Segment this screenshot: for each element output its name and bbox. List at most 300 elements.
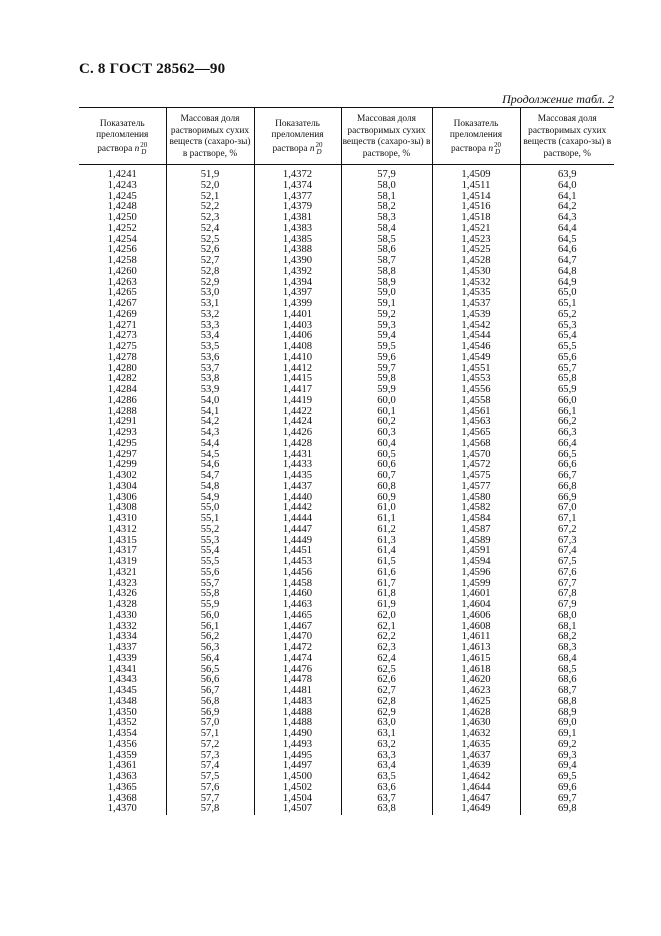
- mass-fraction-cell: 54,3: [166, 428, 254, 439]
- mass-fraction-cell: 56,5: [166, 665, 254, 676]
- mass-fraction-cell: 67,9: [520, 600, 614, 611]
- refractive-index-cell: 1,4456: [254, 568, 341, 579]
- mass-fraction-cell: 63,7: [341, 794, 432, 805]
- refractive-index-cell: 1,4243: [107, 179, 137, 191]
- mass-fraction-cell: 60,4: [341, 439, 432, 450]
- mass-fraction-cell: 52,0: [166, 181, 254, 192]
- refractive-index-cell: 1,4596: [432, 568, 520, 579]
- mass-fraction-cell: 59,7: [341, 364, 432, 375]
- refractive-index-cell: 1,4422: [254, 407, 341, 418]
- mass-fraction-cell: 58,3: [341, 213, 432, 224]
- mass-fraction-cell: 52,2: [166, 202, 254, 213]
- mass-fraction-cell: 58,2: [341, 202, 432, 213]
- mass-fraction-cell: 57,2: [166, 740, 254, 751]
- table-row: [79, 568, 614, 579]
- refractive-index-cell: 1,4401: [254, 310, 341, 321]
- refractive-index-cell: 1,4431: [254, 450, 341, 461]
- refractive-index-cell: 1,4635: [432, 740, 520, 751]
- mass-fraction-cell: 57,1: [166, 729, 254, 740]
- refractive-index-cell: 1,4546: [432, 342, 520, 353]
- mass-fraction-cell: 58,7: [341, 256, 432, 267]
- mass-fraction-cell: 69,4: [520, 761, 614, 772]
- mass-fraction-cell: 58,6: [341, 245, 432, 256]
- refractive-index-cell: 1,4572: [432, 460, 520, 471]
- mass-fraction-cell: 67,2: [520, 525, 614, 536]
- mass-fraction-cell: 62,0: [341, 611, 432, 622]
- mass-fraction-cell: 54,8: [166, 482, 254, 493]
- table-row: [79, 310, 614, 321]
- mass-fraction-cell: 58,9: [341, 278, 432, 289]
- table-row: [79, 708, 614, 719]
- mass-fraction-cell: 61,3: [341, 536, 432, 547]
- table-row: [79, 213, 614, 224]
- mass-fraction-cell: 66,0: [520, 396, 614, 407]
- refractive-index-cell: 1,4558: [432, 396, 520, 407]
- table-row: [79, 267, 614, 278]
- table-row: [79, 245, 614, 256]
- refractive-index-cell: 1,4317: [107, 545, 137, 557]
- mass-fraction-cell: 58,5: [341, 235, 432, 246]
- table-row: [79, 202, 614, 213]
- refractive-index-cell: 1,4260: [107, 265, 137, 277]
- refractive-index-cell: 1,4521: [432, 224, 520, 235]
- refractive-index-cell: 1,4470: [254, 632, 341, 643]
- refractive-index-cell: 1,4632: [432, 729, 520, 740]
- mass-fraction-cell: 67,6: [520, 568, 614, 579]
- mass-fraction-cell: 53,2: [166, 310, 254, 321]
- refractive-index-cell: 1,4248: [107, 201, 137, 213]
- refractive-index-cell: 1,4488: [254, 718, 341, 729]
- mass-fraction-cell: 58,8: [341, 267, 432, 278]
- table-row: [79, 740, 614, 751]
- refractive-index-cell: 1,4374: [254, 181, 341, 192]
- mass-fraction-cell: 69,5: [520, 772, 614, 783]
- mass-fraction-cell: 62,9: [341, 708, 432, 719]
- refractive-index-cell: 1,4381: [254, 213, 341, 224]
- refractive-index-cell: 1,4628: [432, 708, 520, 719]
- refractive-index-cell: 1,4267: [107, 298, 137, 309]
- mass-fraction-cell: 65,1: [520, 299, 614, 310]
- refractive-index-cell: 1,4258: [107, 255, 137, 266]
- table-row: [79, 288, 614, 299]
- mass-fraction-cell: 62,8: [341, 697, 432, 708]
- mass-fraction-cell: 60,1: [341, 407, 432, 418]
- mass-fraction-cell: 69,1: [520, 729, 614, 740]
- refractive-index-cell: 1,4490: [254, 729, 341, 740]
- refractive-index-cell: 1,4297: [107, 448, 137, 460]
- mass-fraction-cell: 53,0: [166, 288, 254, 299]
- mass-fraction-cell: 55,0: [166, 503, 254, 514]
- refractive-index-cell: 1,4359: [107, 749, 137, 761]
- refractive-index-cell: 1,4549: [432, 353, 520, 364]
- refractive-index-cell: 1,4388: [254, 245, 341, 256]
- refractive-index-cell: 1,4525: [432, 245, 520, 256]
- refractive-index-cell: 1,4630: [432, 718, 520, 729]
- table-row: [79, 353, 614, 364]
- mass-fraction-cell: 59,9: [341, 385, 432, 396]
- mass-fraction-cell: 68,3: [520, 643, 614, 654]
- refractive-index-cell: 1,4528: [432, 256, 520, 267]
- page-header: С. 8 ГОСТ 28562—90: [79, 61, 226, 77]
- refractive-index-cell: 1,4618: [432, 665, 520, 676]
- refractive-index-cell: 1,4385: [254, 235, 341, 246]
- refractive-index-cell: 1,4481: [254, 686, 341, 697]
- table-row: [79, 622, 614, 633]
- refractive-index-cell: 1,4535: [432, 288, 520, 299]
- refractive-index-cell: 1,4440: [254, 493, 341, 504]
- mass-fraction-cell: 66,6: [520, 460, 614, 471]
- mass-fraction-cell: 63,5: [341, 772, 432, 783]
- mass-fraction-cell: 55,7: [166, 579, 254, 590]
- refractive-index-cell: 1,4269: [107, 308, 137, 320]
- table-row: [79, 396, 614, 407]
- mass-fraction-cell: 59,3: [341, 321, 432, 332]
- mass-fraction-cell: 53,5: [166, 342, 254, 353]
- refractive-index-cell: 1,4288: [107, 405, 137, 417]
- mass-fraction-cell: 68,8: [520, 697, 614, 708]
- refractive-index-cell: 1,4254: [107, 233, 137, 245]
- mass-fraction-cell: 54,4: [166, 439, 254, 450]
- mass-fraction-cell: 60,7: [341, 471, 432, 482]
- refractive-index-cell: 1,4245: [107, 190, 137, 202]
- table-row: [79, 579, 614, 590]
- mass-fraction-cell: 69,8: [520, 804, 614, 815]
- refractive-index-cell: 1,4467: [254, 622, 341, 633]
- mass-fraction-cell: 60,2: [341, 417, 432, 428]
- mass-fraction-cell: 55,4: [166, 546, 254, 557]
- refractive-index-cell: 1,4390: [254, 256, 341, 267]
- mass-fraction-cell: 56,9: [166, 708, 254, 719]
- refractive-index-cell: 1,4365: [107, 781, 137, 793]
- symbol-superscript: 20: [494, 140, 502, 149]
- mass-fraction-cell: 68,5: [520, 665, 614, 676]
- refractive-index-cell: 1,4644: [432, 783, 520, 794]
- mass-fraction-cell: 56,1: [166, 622, 254, 633]
- mass-fraction-cell: 67,3: [520, 536, 614, 547]
- mass-fraction-cell: 67,1: [520, 514, 614, 525]
- table-row: [79, 460, 614, 471]
- table-row: [79, 804, 614, 815]
- mass-fraction-cell: 68,9: [520, 708, 614, 719]
- mass-fraction-cell: 62,7: [341, 686, 432, 697]
- refractive-index-cell: 1,4348: [107, 695, 137, 707]
- refractive-index-cell: 1,4642: [432, 772, 520, 783]
- mass-fraction-cell: 56,0: [166, 611, 254, 622]
- refractive-index-cell: 1,4474: [254, 654, 341, 665]
- refractive-index-cell: 1,4368: [107, 792, 137, 804]
- mass-fraction-cell: 55,1: [166, 514, 254, 525]
- refractive-index-cell: 1,4553: [432, 374, 520, 385]
- mass-fraction-cell: 57,0: [166, 718, 254, 729]
- refractive-index-cell: 1,4424: [254, 417, 341, 428]
- refractive-index-cell: 1,4399: [254, 299, 341, 310]
- mass-fraction-cell: 53,4: [166, 331, 254, 342]
- refractive-index-cell: 1,4647: [432, 794, 520, 805]
- mass-fraction-cell: 60,8: [341, 482, 432, 493]
- mass-fraction-cell: 68,7: [520, 686, 614, 697]
- refractive-index-cell: 1,4406: [254, 331, 341, 342]
- refractive-index-cell: 1,4339: [107, 652, 137, 664]
- mass-fraction-cell: 61,2: [341, 525, 432, 536]
- table-row: [79, 321, 614, 332]
- refractive-index-cell: 1,4271: [107, 319, 137, 331]
- refractive-index-cell: 1,4419: [254, 396, 341, 407]
- refractive-index-cell: 1,4372: [254, 165, 341, 181]
- refractive-index-cell: 1,4408: [254, 342, 341, 353]
- refractive-index-cell: 1,4504: [254, 794, 341, 805]
- refractive-index-cell: 1,4293: [107, 427, 137, 438]
- mass-fraction-cell: 66,5: [520, 450, 614, 461]
- refractive-index-cell: 1,4563: [432, 417, 520, 428]
- mass-fraction-cell: 57,7: [166, 794, 254, 805]
- mass-fraction-cell: 62,5: [341, 665, 432, 676]
- mass-fraction-cell: 64,7: [520, 256, 614, 267]
- table-row: [79, 417, 614, 428]
- refractive-index-cell: 1,4343: [107, 674, 137, 686]
- mass-fraction-cell: 59,6: [341, 353, 432, 364]
- table-body: [79, 165, 614, 816]
- refractive-index-cell: 1,4589: [432, 536, 520, 547]
- mass-fraction-cell: 55,5: [166, 557, 254, 568]
- mass-fraction-cell: 61,0: [341, 503, 432, 514]
- column-header-mass-fraction: [341, 108, 432, 165]
- mass-fraction-cell: 64,4: [520, 224, 614, 235]
- refractive-index-cell: 1,4250: [107, 212, 137, 223]
- refractive-index-cell: 1,4565: [432, 428, 520, 439]
- mass-fraction-cell: 57,6: [166, 783, 254, 794]
- refractive-index-cell: 1,4599: [432, 579, 520, 590]
- mass-fraction-cell: 54,6: [166, 460, 254, 471]
- table-row: [79, 192, 614, 203]
- mass-fraction-cell: 52,3: [166, 213, 254, 224]
- mass-fraction-cell: 63,6: [341, 783, 432, 794]
- mass-fraction-cell: 69,6: [520, 783, 614, 794]
- refractive-index-cell: 1,4332: [107, 620, 137, 632]
- refractive-index-cell: 1,4604: [432, 600, 520, 611]
- refractive-index-cell: 1,4502: [254, 783, 341, 794]
- refractive-index-cell: 1,4488: [254, 708, 341, 719]
- refractive-index-cell: 1,4625: [432, 697, 520, 708]
- table-row: [79, 761, 614, 772]
- mass-fraction-cell: 65,2: [520, 310, 614, 321]
- refractive-index-cell: 1,4568: [432, 439, 520, 450]
- column-header-mass-fraction: [166, 108, 254, 165]
- column-header-refractive-index: [432, 108, 520, 165]
- refractive-index-cell: 1,4241: [107, 169, 137, 180]
- mass-fraction-cell: 55,3: [166, 536, 254, 547]
- symbol-subscript: D: [494, 147, 501, 156]
- mass-fraction-cell: 63,8: [341, 804, 432, 815]
- mass-fraction-cell: 67,0: [520, 503, 614, 514]
- refractive-index-cell: 1,4397: [254, 288, 341, 299]
- symbol-indices: [316, 142, 323, 156]
- refractive-index-cell: 1,4542: [432, 321, 520, 332]
- mass-fraction-cell: 56,6: [166, 675, 254, 686]
- refractive-index-cell: 1,4575: [432, 471, 520, 482]
- mass-fraction-cell: 57,9: [341, 165, 432, 181]
- mass-fraction-cell: 55,6: [166, 568, 254, 579]
- mass-fraction-cell: 60,5: [341, 450, 432, 461]
- mass-fraction-cell: 64,2: [520, 202, 614, 213]
- mass-fraction-cell: 65,6: [520, 353, 614, 364]
- refractive-index-cell: 1,4594: [432, 557, 520, 568]
- table-row: [79, 299, 614, 310]
- refractive-index-cell: 1,4539: [432, 310, 520, 321]
- mass-fraction-cell: 61,8: [341, 589, 432, 600]
- refractive-index-symbol: n: [134, 143, 140, 154]
- mass-fraction-cell: 65,5: [520, 342, 614, 353]
- mass-fraction-cell: 67,7: [520, 579, 614, 590]
- refractive-index-cell: 1,4537: [432, 299, 520, 310]
- mass-fraction-cell: 68,6: [520, 675, 614, 686]
- mass-fraction-cell: 55,8: [166, 589, 254, 600]
- refractive-index-cell: 1,4275: [107, 341, 137, 352]
- table-row: [79, 536, 614, 547]
- mass-fraction-cell: 61,7: [341, 579, 432, 590]
- refractive-index-cell: 1,4308: [107, 502, 137, 514]
- refractive-index-cell: 1,4556: [432, 385, 520, 396]
- mass-fraction-cell: 52,4: [166, 224, 254, 235]
- table-continuation-caption: Продолжение табл. 2: [502, 92, 614, 106]
- mass-fraction-cell: 62,6: [341, 675, 432, 686]
- refractive-index-cell: 1,4286: [107, 394, 137, 406]
- refractive-index-cell: 1,4637: [432, 751, 520, 762]
- mass-fraction-cell: 60,6: [341, 460, 432, 471]
- mass-fraction-cell: 61,5: [341, 557, 432, 568]
- table-row: [79, 450, 614, 461]
- table-row: [79, 525, 614, 536]
- mass-fraction-cell: 63,4: [341, 761, 432, 772]
- refractive-index-cell: 1,4611: [432, 632, 520, 643]
- refractive-index-cell: 1,4291: [107, 416, 137, 428]
- mass-fraction-cell: 64,8: [520, 267, 614, 278]
- refractive-index-cell: 1,4582: [432, 503, 520, 514]
- refractive-index-cell: 1,4341: [107, 663, 137, 675]
- refractive-index-cell: 1,4623: [432, 686, 520, 697]
- table-row: [79, 407, 614, 418]
- refractive-index-cell: 1,4435: [254, 471, 341, 482]
- refractive-index-cell: 1,4591: [432, 546, 520, 557]
- table-row: [79, 718, 614, 729]
- mass-fraction-cell: 56,8: [166, 697, 254, 708]
- table-row: [79, 686, 614, 697]
- table-row: [79, 493, 614, 504]
- refractive-index-cell: 1,4265: [107, 287, 137, 299]
- column-header-label: Массовая доля растворимых сухих веществ (сахаро-зы) в растворе, %: [169, 114, 251, 159]
- refractive-index-cell: 1,4356: [107, 738, 137, 750]
- mass-fraction-cell: 60,3: [341, 428, 432, 439]
- mass-fraction-cell: 52,7: [166, 256, 254, 267]
- table-row: [79, 278, 614, 289]
- refractive-index-cell: 1,4282: [107, 373, 137, 385]
- table-row: [79, 439, 614, 450]
- mass-fraction-cell: 52,1: [166, 192, 254, 203]
- symbol-indices: [140, 142, 147, 156]
- refractive-index-cell: 1,4321: [107, 566, 137, 578]
- refractive-index-cell: 1,4361: [107, 760, 137, 772]
- mass-fraction-cell: 53,8: [166, 374, 254, 385]
- refractive-index-cell: 1,4337: [107, 642, 137, 653]
- mass-fraction-cell: 59,0: [341, 288, 432, 299]
- table-header-row: [79, 108, 614, 165]
- mass-fraction-cell: 64,1: [520, 192, 614, 203]
- refractive-index-cell: 1,4306: [107, 491, 137, 503]
- table-row: [79, 557, 614, 568]
- mass-fraction-cell: 53,3: [166, 321, 254, 332]
- mass-fraction-cell: 52,8: [166, 267, 254, 278]
- table-row: [79, 772, 614, 783]
- mass-fraction-cell: 54,5: [166, 450, 254, 461]
- mass-fraction-cell: 63,0: [341, 718, 432, 729]
- mass-fraction-cell: 65,3: [520, 321, 614, 332]
- mass-fraction-cell: 56,4: [166, 654, 254, 665]
- refractive-index-cell: 1,4463: [254, 600, 341, 611]
- table-row: [79, 729, 614, 740]
- refractive-index-cell: 1,4328: [107, 599, 137, 610]
- mass-fraction-cell: 56,2: [166, 632, 254, 643]
- mass-fraction-cell: 64,3: [520, 213, 614, 224]
- refractive-index-cell: 1,4451: [254, 546, 341, 557]
- mass-fraction-cell: 63,9: [520, 165, 614, 181]
- refractive-index-symbol: n: [488, 143, 494, 154]
- mass-fraction-cell: 64,5: [520, 235, 614, 246]
- mass-fraction-cell: 57,8: [166, 804, 254, 815]
- mass-fraction-cell: 61,9: [341, 600, 432, 611]
- refractive-index-cell: 1,4580: [432, 493, 520, 504]
- mass-fraction-cell: 66,2: [520, 417, 614, 428]
- refractive-index-cell: 1,4437: [254, 482, 341, 493]
- mass-fraction-cell: 61,4: [341, 546, 432, 557]
- refractive-index-cell: 1,4620: [432, 675, 520, 686]
- refractive-index-cell: 1,4377: [254, 192, 341, 203]
- refractive-index-cell: 1,4532: [432, 278, 520, 289]
- refractive-index-cell: 1,4444: [254, 514, 341, 525]
- mass-fraction-cell: 65,7: [520, 364, 614, 375]
- mass-fraction-cell: 64,9: [520, 278, 614, 289]
- mass-fraction-cell: 68,4: [520, 654, 614, 665]
- mass-fraction-cell: 68,2: [520, 632, 614, 643]
- refractive-index-cell: 1,4483: [254, 697, 341, 708]
- refractive-index-cell: 1,4465: [254, 611, 341, 622]
- refractive-index-cell: 1,4460: [254, 589, 341, 600]
- table-row: [79, 546, 614, 557]
- refractive-index-cell: 1,4530: [432, 267, 520, 278]
- column-header-label: Массовая доля растворимых сухих веществ (сахаро-зы) в растворе, %: [523, 114, 612, 159]
- mass-fraction-cell: 58,0: [341, 181, 432, 192]
- mass-fraction-cell: 62,2: [341, 632, 432, 643]
- refractive-index-cell: 1,4252: [107, 222, 137, 234]
- mass-fraction-cell: 55,2: [166, 525, 254, 536]
- mass-fraction-cell: 69,0: [520, 718, 614, 729]
- refractive-index-cell: 1,4379: [254, 202, 341, 213]
- refractive-index-cell: 1,4511: [432, 181, 520, 192]
- table-row: [79, 331, 614, 342]
- refractive-index-cell: 1,4352: [107, 717, 137, 729]
- refractive-index-cell: 1,4442: [254, 503, 341, 514]
- refractive-index-cell: 1,4509: [432, 165, 520, 181]
- refractive-index-cell: 1,4284: [107, 384, 137, 395]
- mass-fraction-cell: 62,1: [341, 622, 432, 633]
- mass-fraction-cell: 57,3: [166, 751, 254, 762]
- refractive-index-cell: 1,4561: [432, 407, 520, 418]
- table-row: [79, 224, 614, 235]
- refractive-index-table: [79, 107, 614, 815]
- refractive-index-cell: 1,4315: [107, 534, 137, 546]
- mass-fraction-cell: 58,4: [341, 224, 432, 235]
- mass-fraction-cell: 59,2: [341, 310, 432, 321]
- mass-fraction-cell: 56,3: [166, 643, 254, 654]
- refractive-index-cell: 1,4363: [107, 771, 137, 782]
